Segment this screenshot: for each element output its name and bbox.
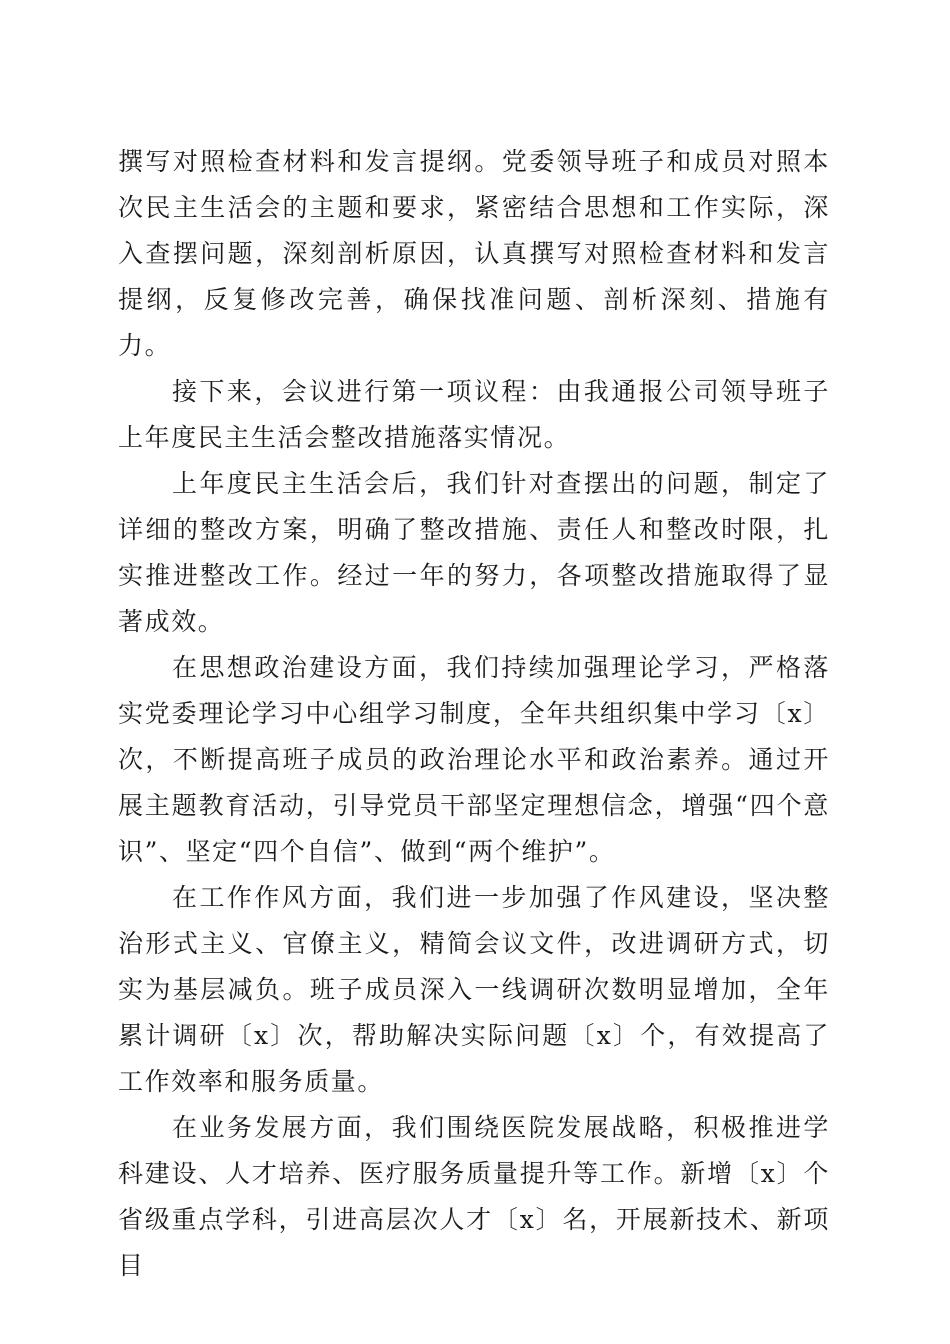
paragraph-6: 在业务发展方面，我们围绕医院发展战略，积极推进学科建设、人才培养、医疗服务质量提升等工作。新增〔x〕个省级重点学科，引进高层次人才〔x〕名，开展新技术、新项目 [118, 1113, 830, 1280]
paragraph-3: 上年度民主生活会后，我们针对查摆出的问题，制定了详细的整改方案，明确了整改措施、责任人和整改时限，扎实推进整改工作。经过一年的努力，各项整改措施取得了显著成效。 [118, 469, 830, 636]
paragraph-4: 在思想政治建设方面，我们持续加强理论学习，严格落实党委理论学习中心组学习制度，全年共组织集中学习〔x〕次，不断提高班子成员的政治理论水平和政治素养。通过开展主题教育活动，引导党员干部坚定理想信念，增强“四个意识”、坚定“四个自信”、做到“两个维护”。 [118, 653, 830, 866]
paragraph-1: 撰写对照检查材料和发言提纲。党委领导班子和成员对照本次民主生活会的主题和要求，紧密结合思想和工作实际，深入查摆问题，深刻剖析原因，认真撰写对照检查材料和发言提纲，反复修改完善，确保找准问题、剖析深刻、措施有力。 [118, 147, 830, 360]
paragraph-2: 接下来，会议进行第一项议程：由我通报公司领导班子上年度民主生活会整改措施落实情况。 [118, 377, 830, 452]
document-body [118, 139, 830, 1289]
paragraph-5: 在工作作风方面，我们进一步加强了作风建设，坚决整治形式主义、官僚主义，精简会议文件，改进调研方式，切实为基层减负。班子成员深入一线调研次数明显增加，全年累计调研〔x〕次，帮助解决实际问题〔x〕个，有效提高了工作效率和服务质量。 [118, 883, 830, 1096]
